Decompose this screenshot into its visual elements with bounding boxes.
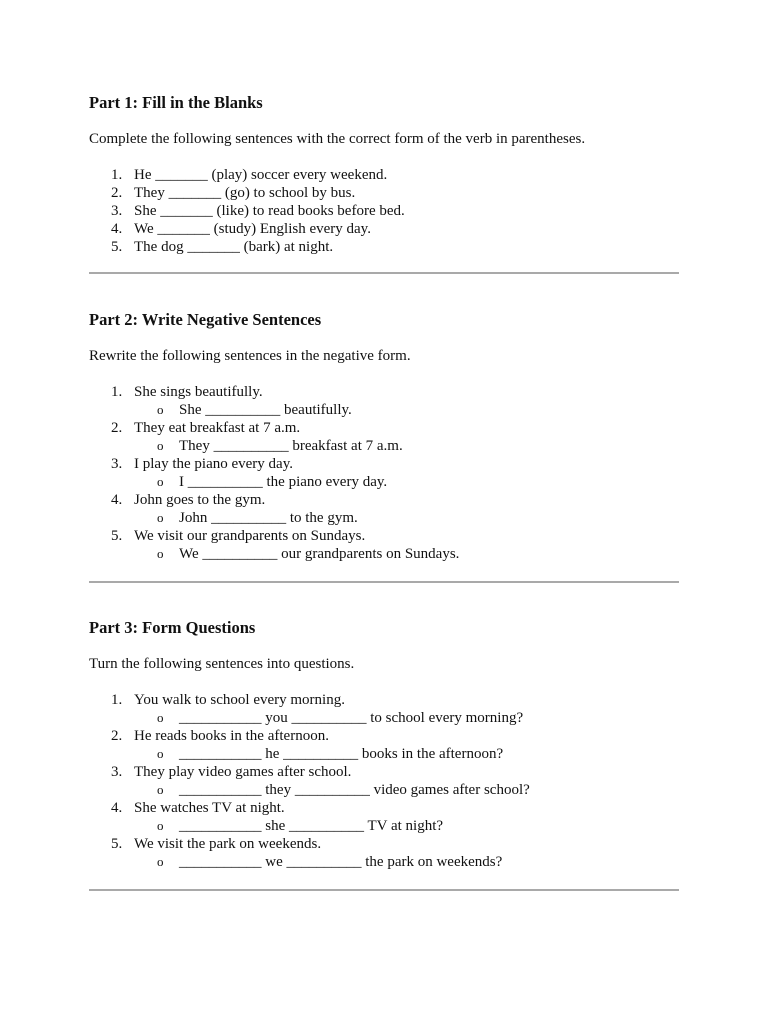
bullet-icon: o	[157, 854, 164, 869]
list-item	[89, 184, 405, 202]
sub-item-text: ___________ she __________ TV at night?	[179, 818, 444, 834]
bullet-icon: o	[157, 510, 164, 525]
list-item	[89, 491, 459, 509]
item-text: We visit our grandparents on Sundays.	[134, 528, 366, 544]
list-item	[89, 202, 405, 220]
item-number: 2.	[111, 420, 123, 436]
sub-item	[89, 545, 459, 563]
sub-item-text: She __________ beautifully.	[179, 402, 352, 418]
part1-heading: Part 1: Fill in the Blanks	[89, 93, 263, 112]
item-text: You walk to school every morning.	[134, 692, 345, 708]
section-divider	[89, 581, 679, 583]
sub-item-text: ___________ they __________ video games after school?	[179, 782, 530, 798]
item-text: She watches TV at night.	[134, 800, 285, 816]
bullet-icon: o	[157, 710, 164, 725]
item-text: She sings beautifully.	[134, 384, 263, 400]
part2-section	[89, 310, 679, 562]
bullet-icon: o	[157, 818, 164, 833]
sub-item	[89, 817, 530, 835]
part3-heading: Part 3: Form Questions	[89, 618, 256, 637]
item-text: They play video games after school.	[134, 764, 352, 780]
sub-item	[89, 437, 459, 455]
part3-list	[89, 691, 530, 871]
item-number: 5.	[111, 239, 123, 255]
sub-item-text: I __________ the piano every day.	[179, 474, 388, 490]
list-item	[89, 419, 459, 437]
list-item	[89, 238, 405, 256]
list-item	[89, 727, 530, 745]
item-text: The dog _______ (bark) at night.	[134, 239, 334, 255]
item-number: 5.	[111, 528, 123, 544]
bullet-icon: o	[157, 546, 164, 561]
item-number: 4.	[111, 492, 123, 508]
item-text: He _______ (play) soccer every weekend.	[134, 167, 388, 183]
section-divider	[89, 889, 679, 891]
item-text: We visit the park on weekends.	[134, 836, 322, 852]
item-text: I play the piano every day.	[134, 456, 293, 472]
list-item	[89, 455, 459, 473]
sub-item-text: ___________ he __________ books in the afternoon?	[179, 746, 504, 762]
part1-instruction: Complete the following sentences with the correct form of the verb in parentheses.	[89, 131, 586, 147]
item-text: We _______ (study) English every day.	[134, 221, 371, 237]
item-number: 3.	[111, 456, 123, 472]
part3-section	[89, 618, 679, 870]
list-item	[89, 166, 405, 184]
sub-item	[89, 745, 530, 763]
list-item	[89, 691, 530, 709]
part2-heading: Part 2: Write Negative Sentences	[89, 310, 322, 329]
part2-instruction: Rewrite the following sentences in the negative form.	[89, 348, 411, 364]
sub-item	[89, 781, 530, 799]
bullet-icon: o	[157, 782, 164, 797]
bullet-icon: o	[157, 474, 164, 489]
sub-item-text: ___________ you __________ to school every morning?	[179, 710, 524, 726]
section-divider	[89, 272, 679, 274]
sub-item	[89, 853, 530, 871]
sub-item	[89, 509, 459, 527]
item-text: She _______ (like) to read books before bed.	[134, 203, 405, 219]
item-number: 2.	[111, 185, 123, 201]
part1-section	[89, 93, 679, 255]
item-number: 1.	[111, 384, 123, 400]
item-text: John goes to the gym.	[134, 492, 266, 508]
bullet-icon: o	[157, 746, 164, 761]
list-item	[89, 527, 459, 545]
item-number: 1.	[111, 692, 123, 708]
list-item	[89, 220, 405, 238]
bullet-icon: o	[157, 438, 164, 453]
list-item	[89, 799, 530, 817]
item-number: 2.	[111, 728, 123, 744]
item-number: 5.	[111, 836, 123, 852]
item-number: 4.	[111, 221, 123, 237]
item-number: 3.	[111, 764, 123, 780]
item-number: 1.	[111, 167, 123, 183]
item-text: They eat breakfast at 7 a.m.	[134, 420, 301, 436]
part2-list	[89, 383, 459, 563]
item-text: They _______ (go) to school by bus.	[134, 185, 356, 201]
sub-item-text: John __________ to the gym.	[179, 510, 358, 526]
sub-item-text: ___________ we __________ the park on weekends?	[179, 854, 503, 870]
item-text: He reads books in the afternoon.	[134, 728, 329, 744]
bullet-icon: o	[157, 402, 164, 417]
item-number: 4.	[111, 800, 123, 816]
sub-item	[89, 473, 459, 491]
sub-item	[89, 709, 530, 727]
part1-list	[89, 166, 405, 256]
sub-item-text: They __________ breakfast at 7 a.m.	[179, 438, 403, 454]
list-item	[89, 835, 530, 853]
sub-item-text: We __________ our grandparents on Sundays.	[179, 546, 460, 562]
list-item	[89, 763, 530, 781]
part3-instruction: Turn the following sentences into questions.	[89, 656, 355, 672]
sub-item	[89, 401, 459, 419]
list-item	[89, 383, 459, 401]
item-number: 3.	[111, 203, 123, 219]
